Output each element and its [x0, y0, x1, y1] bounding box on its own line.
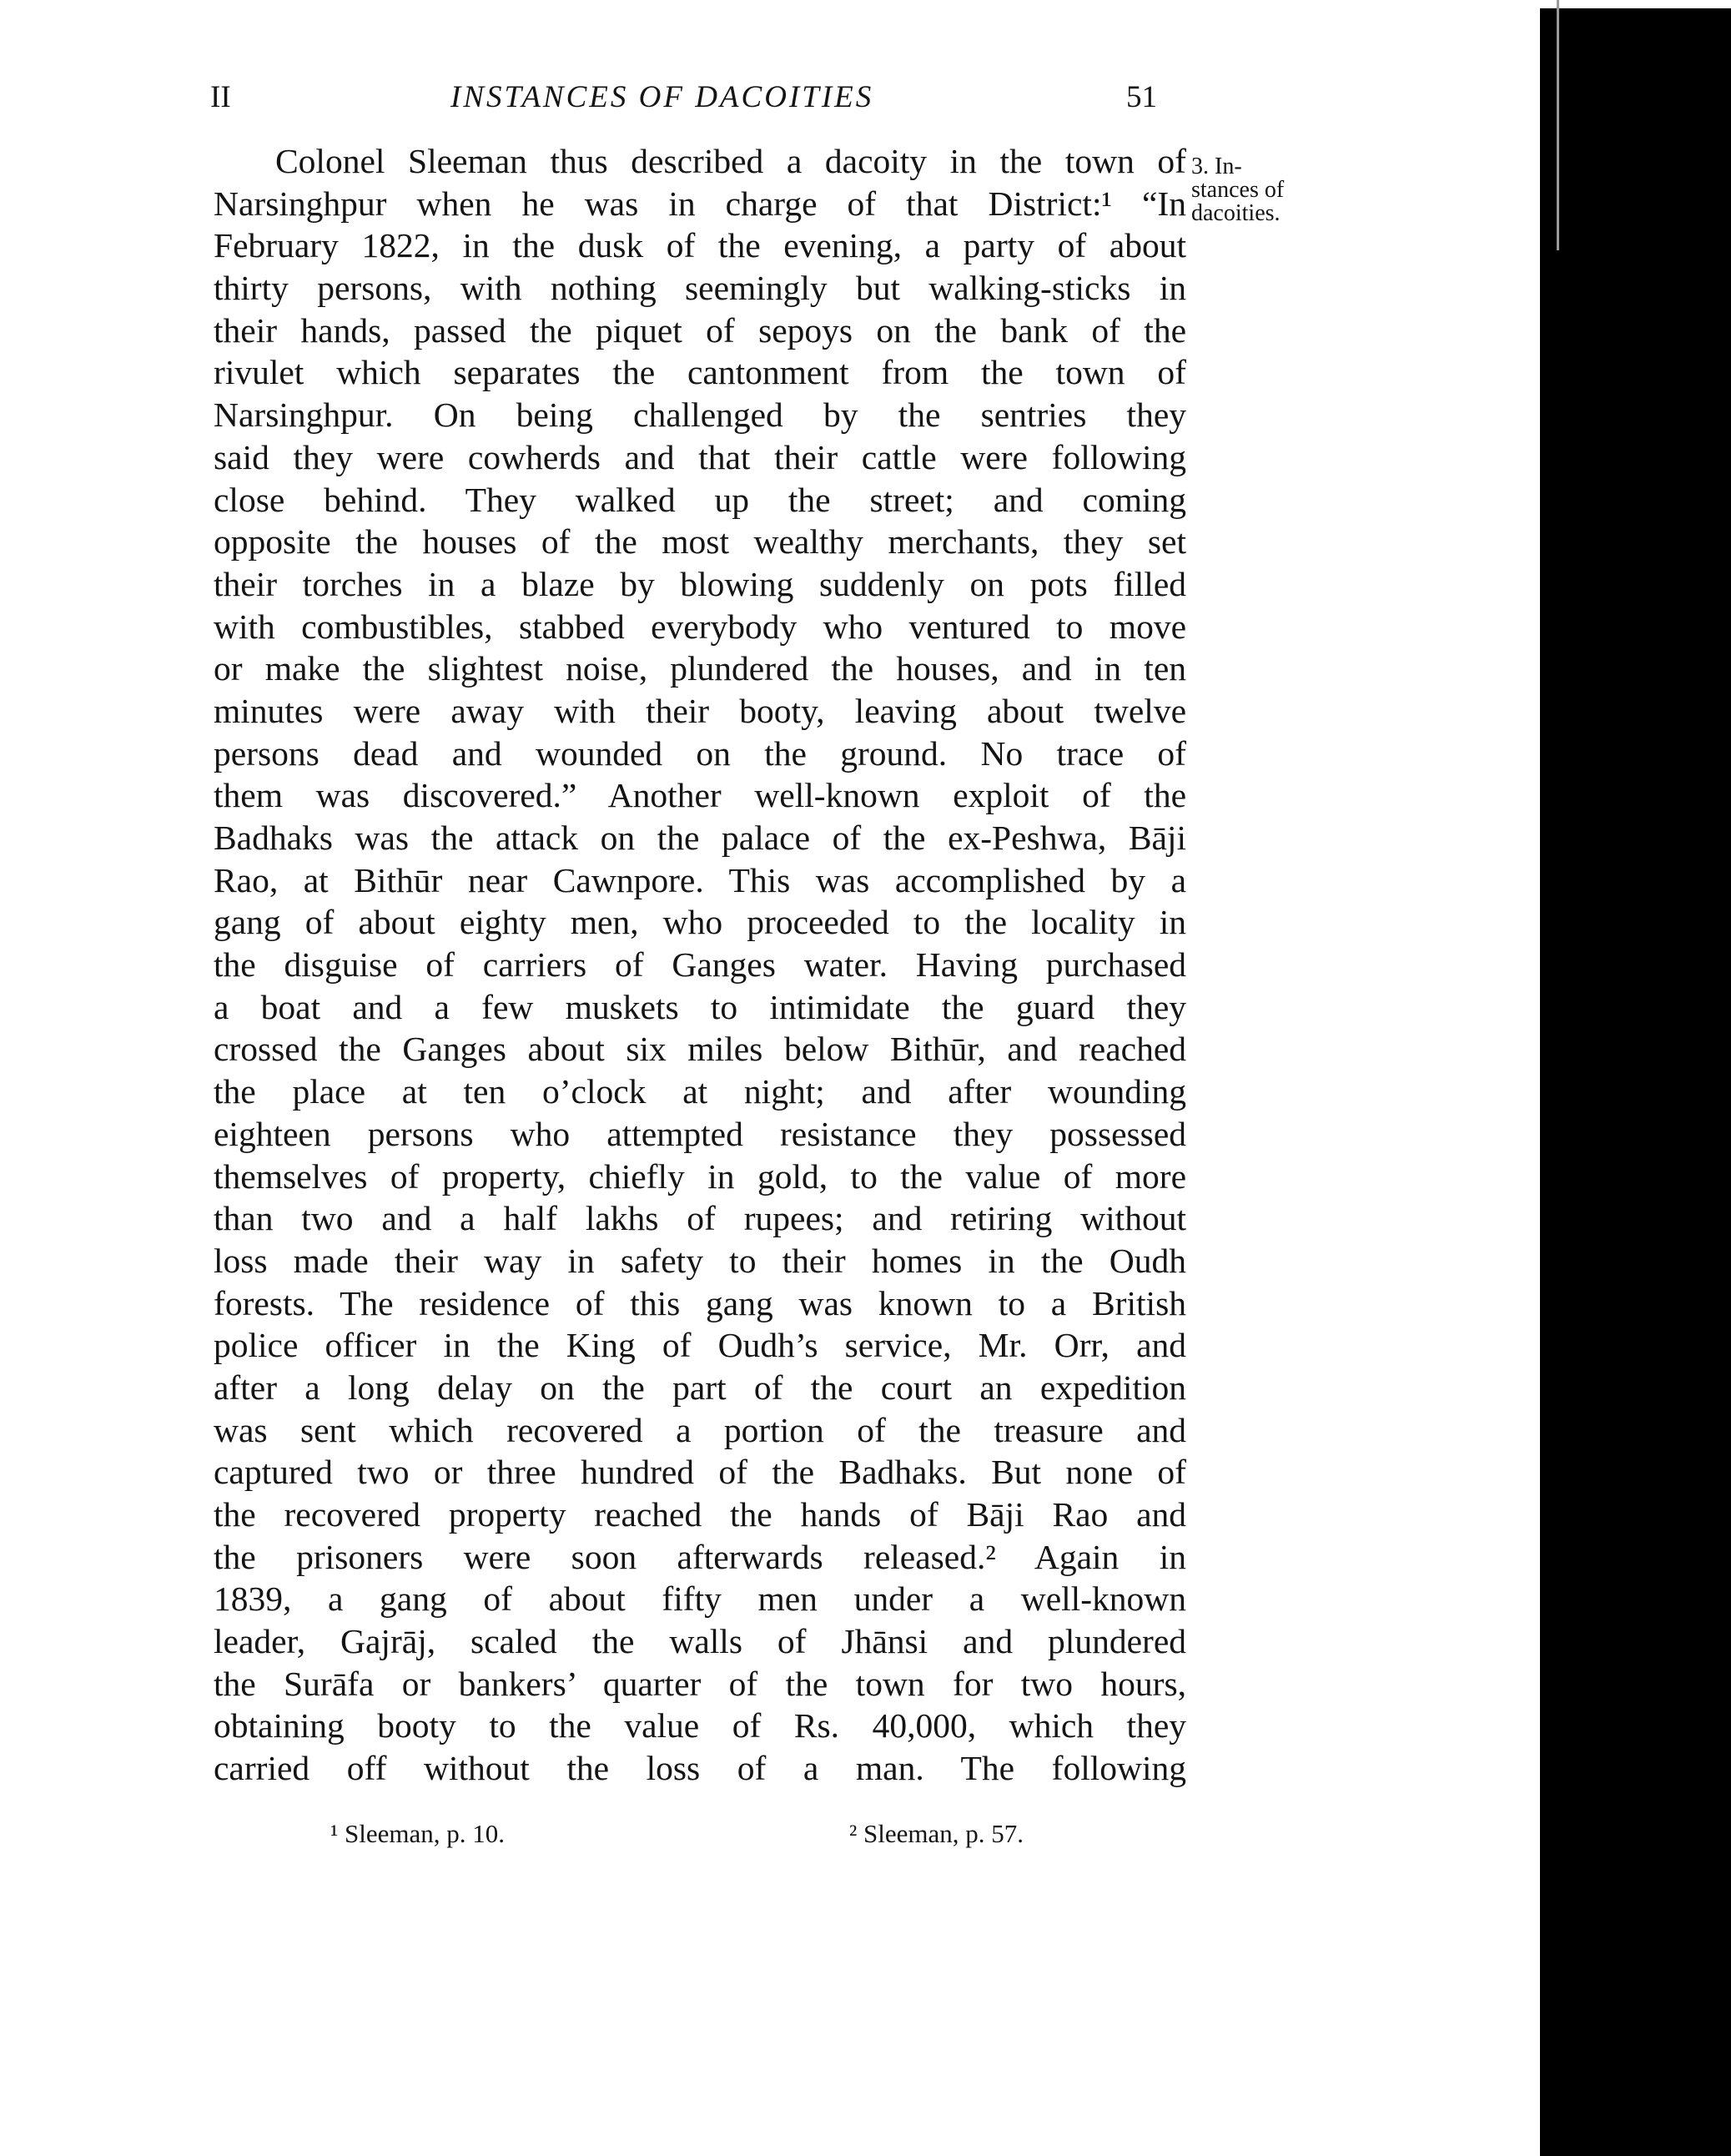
text-line: themselves of property, chiefly in gold, to the value of more — [214, 1156, 1186, 1196]
text-line: opposite the houses of the most wealthy merchants, they set — [214, 522, 1186, 562]
text-line: minutes were away with their booty, leaving about twelve — [214, 691, 1186, 730]
margin-note-line: 3. In- — [1191, 154, 1242, 179]
scan-border — [1540, 8, 1731, 2156]
text-line: 1839, a gang of about fifty men under a well-known — [214, 1579, 1186, 1619]
text-line: carried off without the loss of a man. The following — [214, 1749, 1186, 1788]
text-line: Rao, at Bithūr near Cawnpore. This was accomplished by a — [214, 860, 1186, 899]
text-line: February 1822, in the dusk of the evening, a party of about — [214, 226, 1186, 265]
text-line: a boat and a few muskets to intimidate the guard they — [214, 987, 1186, 1026]
text-line: the disguise of carriers of Ganges water. Having purchased — [214, 945, 1186, 985]
text-line: Narsinghpur when he was in charge of that District:¹ “In — [214, 184, 1186, 223]
body-paragraph — [214, 140, 1186, 1790]
text-line: loss made their way in safety to their homes in the Oudh — [214, 1241, 1186, 1280]
text-line: forests. The residence of this gang was known to a British — [214, 1283, 1186, 1322]
page-number: 51 — [1126, 80, 1157, 114]
text-line: the recovered property reached the hands of Bāji Rao and — [214, 1495, 1186, 1534]
text-line: leader, Gajrāj, scaled the walls of Jhānsi and plundered — [214, 1622, 1186, 1661]
text-line: said they were cowherds and that their cattle were following — [214, 437, 1186, 476]
margin-note-line: stances of — [1191, 177, 1285, 203]
text-line: obtaining booty to the value of Rs. 40,000, which they — [214, 1706, 1186, 1745]
scan-artifact-line — [1557, 0, 1559, 250]
text-line: after a long delay on the part of the court an expedition — [214, 1368, 1186, 1407]
text-line: the Surāfa or bankers’ quarter of the town for two hours, — [214, 1664, 1186, 1703]
text-line: or make the slightest noise, plundered the houses, and in ten — [214, 649, 1186, 688]
text-line: police officer in the King of Oudh’s service, Mr. Orr, and — [214, 1326, 1186, 1365]
text-line: them was discovered.” Another well-known exploit of the — [214, 776, 1186, 815]
text-line: Colonel Sleeman thus described a dacoity in the town of — [275, 142, 1186, 180]
text-line: gang of about eighty men, who proceeded to the locality in — [214, 903, 1186, 942]
chapter-number: II — [210, 80, 231, 114]
text-line: the prisoners were soon afterwards released.² Again in — [214, 1537, 1186, 1576]
text-line: with combustibles, stabbed everybody who ventured to move — [214, 607, 1186, 646]
text-line: thirty persons, with nothing seemingly but walking-sticks in — [214, 269, 1186, 308]
text-line: their hands, passed the piquet of sepoys on the bank of the — [214, 310, 1186, 350]
text-line: was sent which recovered a portion of the treasure and — [214, 1410, 1186, 1449]
margin-note-line: dacoities. — [1191, 200, 1281, 226]
footnote-1: ¹ Sleeman, p. 10. — [330, 1819, 506, 1848]
text-line: the place at ten o’clock at night; and after wounding — [214, 1072, 1186, 1111]
text-line: crossed the Ganges about six miles below Bithūr, and reached — [214, 1030, 1186, 1069]
text-line: persons dead and wounded on the ground. No trace of — [214, 733, 1186, 773]
footnote-2: ² Sleeman, p. 57. — [849, 1819, 1024, 1848]
text-line: rivulet which separates the cantonment from the town of — [214, 353, 1186, 392]
text-line: than two and a half lakhs of rupees; and retiring without — [214, 1199, 1186, 1238]
text-line: Badhaks was the attack on the palace of the ex-Peshwa, Bāji — [214, 819, 1186, 857]
margin-note — [1191, 155, 1325, 225]
text-line: close behind. They walked up the street; and coming — [214, 480, 1186, 519]
text-line: Narsinghpur. On being challenged by the sentries they — [214, 395, 1186, 435]
text-line: their torches in a blaze by blowing suddenly on pots filled — [214, 564, 1186, 603]
text-line: captured two or three hundred of the Badhaks. But none of — [214, 1453, 1186, 1492]
text-line: eighteen persons who attempted resistance they possessed — [214, 1114, 1186, 1153]
running-title: INSTANCES OF DACOITIES — [450, 80, 874, 114]
